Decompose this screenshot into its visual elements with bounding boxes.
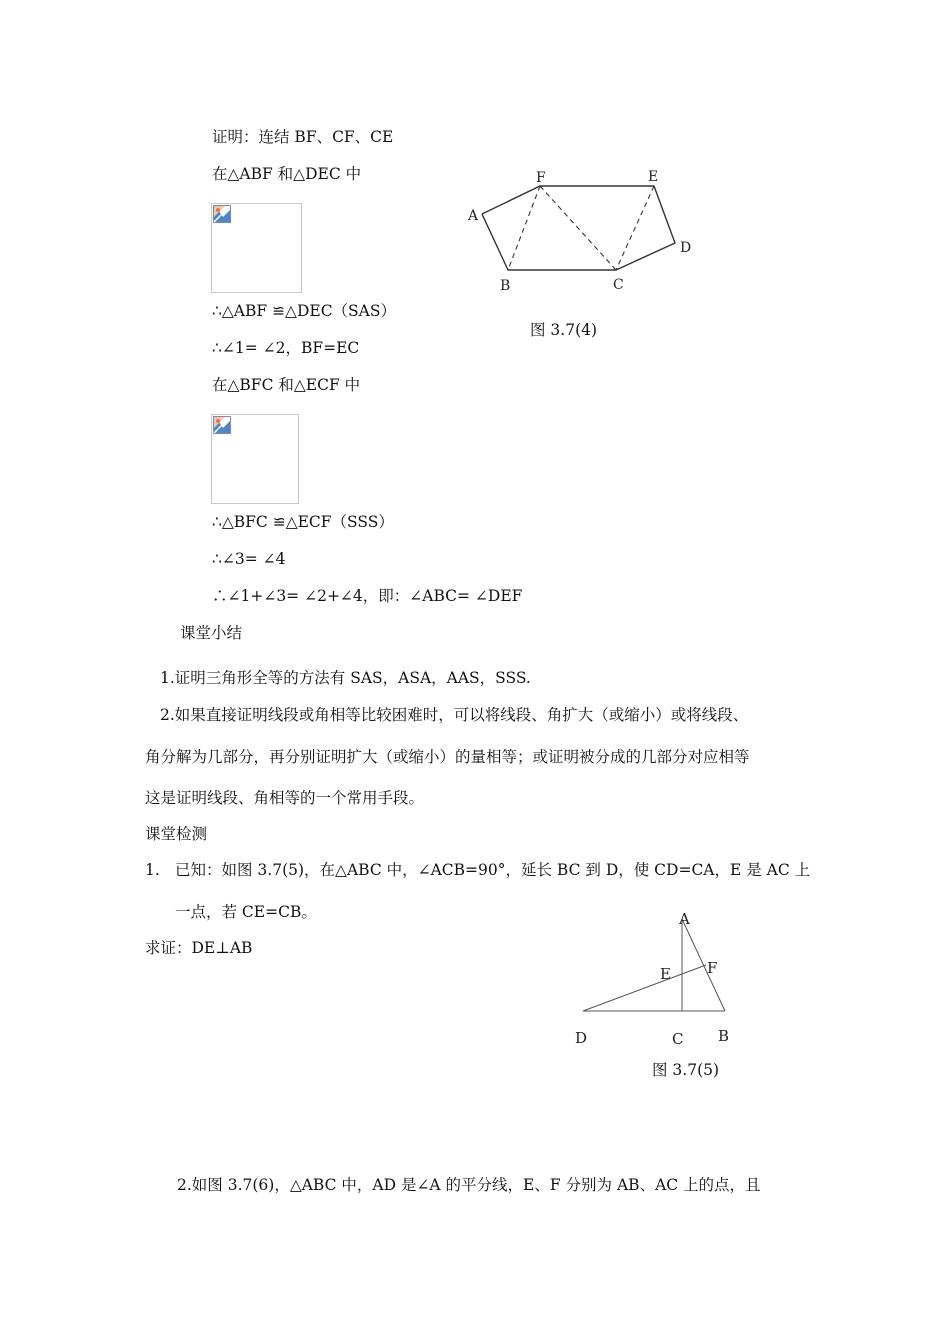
vertex-label-f: F xyxy=(536,170,546,186)
proof-line-2: 在△ABF 和△DEC 中 xyxy=(212,165,362,183)
question-2-line: 2.如图 3.7(6)，△ABC 中，AD 是∠A 的平分线，E、F 分别为 AB、AC 上的点，且 xyxy=(177,1176,761,1194)
figure-3-7-5-caption: 图 3.7(5) xyxy=(652,1061,720,1079)
broken-image-placeholder xyxy=(211,203,302,293)
point-label-e: E xyxy=(660,965,671,983)
broken-image-icon xyxy=(213,416,231,434)
segment-ce xyxy=(616,186,654,270)
vertex-label-b: B xyxy=(500,278,511,294)
question-1-number: 1. xyxy=(145,861,160,879)
broken-image-placeholder xyxy=(211,414,299,504)
check-heading: 课堂检测 xyxy=(145,825,208,843)
question-1-line-a: 已知：如图 3.7(5)，在△ABC 中，∠ACB=90°，延长 BC 到 D，使 CD=CA，E 是 AC 上 xyxy=(175,861,811,879)
summary-point-2c: 这是证明线段、角相等的一个常用手段。 xyxy=(145,789,425,807)
segment-cf xyxy=(540,186,616,270)
point-label-d: D xyxy=(575,1029,588,1047)
question-1-line-b: 一点，若 CE=CB。 xyxy=(175,903,317,921)
proof-line-3: ∴△ABF ≌△DEC（SAS） xyxy=(212,302,396,320)
point-label-c: C xyxy=(672,1030,684,1048)
vertex-label-e: E xyxy=(648,169,659,185)
proof-line-4: ∴∠1= ∠2，BF=EC xyxy=(212,339,360,357)
point-label-f: F xyxy=(707,959,718,977)
summary-point-1: 1.证明三角形全等的方法有 SAS，ASA，AAS，SSS. xyxy=(160,669,531,687)
proof-line-5: 在△BFC 和△ECF 中 xyxy=(212,376,361,394)
proof-line-1: 证明：连结 BF、CF、CE xyxy=(212,128,394,146)
segment-df xyxy=(583,965,706,1011)
proof-line-6: ∴△BFC ≌△ECF（SSS） xyxy=(212,513,394,531)
vertex-label-c: C xyxy=(613,277,624,293)
summary-point-2b: 角分解为几部分，再分别证明扩大（或缩小）的量相等；或证明被分成的几部分对应相等 xyxy=(145,748,750,766)
summary-point-2a: 2.如果直接证明线段或角相等比较困难时，可以将线段、角扩大（或缩小）或将线段、 xyxy=(160,706,749,724)
broken-image-icon xyxy=(213,205,231,223)
question-1-prove: 求证：DE⊥AB xyxy=(145,939,253,957)
vertex-label-d: D xyxy=(680,240,692,256)
point-label-a: A xyxy=(679,910,690,928)
proof-line-8: ∴∠1+∠3= ∠2+∠4，即：∠ABC= ∠DEF xyxy=(212,587,523,605)
figure-3-7-5-diagram xyxy=(565,905,745,1055)
segment-ab xyxy=(682,919,725,1011)
vertex-label-a: A xyxy=(468,208,479,224)
point-label-b: B xyxy=(718,1027,730,1045)
summary-heading: 课堂小结 xyxy=(180,624,243,642)
proof-line-7: ∴∠3= ∠4 xyxy=(212,550,286,568)
figure-3-7-4-caption: 图 3.7(4) xyxy=(530,321,598,339)
figure-3-7-4-diagram xyxy=(460,160,710,300)
